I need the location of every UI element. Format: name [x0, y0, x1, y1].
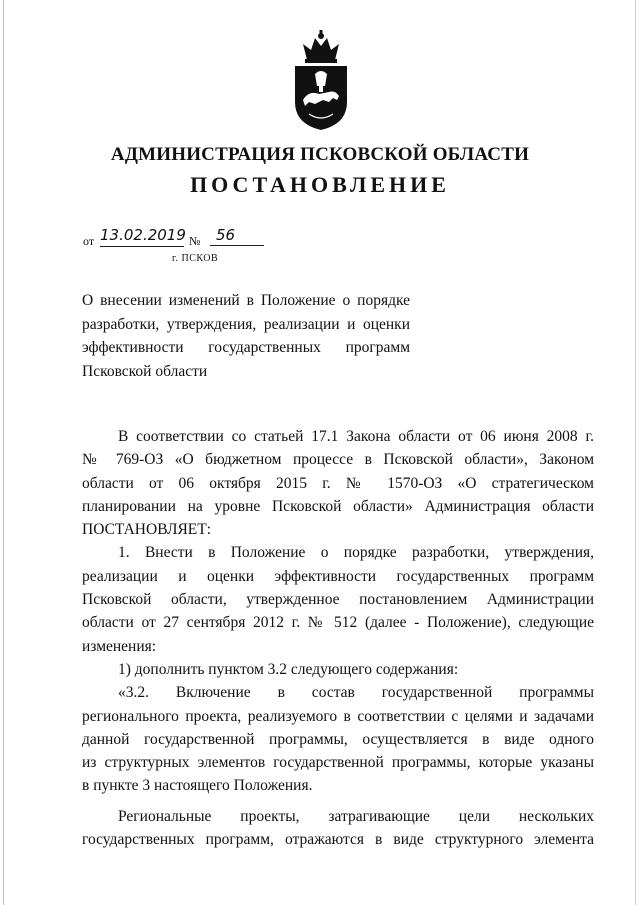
body-line: № 769-ОЗ «О бюджетном процессе в Псковской области», Законом [82, 451, 594, 469]
subject-line: эффективности государственных программ [82, 339, 410, 356]
body-line: 1) дополнить пунктом 3.2 следующего содержания: [118, 660, 459, 678]
subject-line: Псковской области [82, 362, 208, 380]
subject-line: О внесении изменений в Положение о порядке [82, 292, 410, 309]
body-line: «3.2. Включение в состав государственной программы [118, 684, 594, 702]
body-line: Региональные проекты, затрагивающие цели нескольких [118, 807, 594, 825]
paragraph-gap [82, 798, 594, 805]
body-line: изменения: [82, 637, 157, 655]
body-line: реализации и оценки эффективности государственных программ [82, 567, 594, 585]
date-prefix: от [83, 234, 95, 248]
body-line: В соответствии со статьей 17.1 Закона области от 06 июня 2008 г. [118, 428, 594, 445]
document-body [82, 425, 594, 851]
handwritten-number: 56 [210, 226, 264, 246]
scan-edge-right [635, 0, 636, 905]
body-line: ПОСТАНОВЛЯЕТ: [82, 521, 212, 539]
body-line: области от 27 сентября 2012 г. № 512 (далее - Положение), следующие [82, 614, 594, 632]
subject-line: разработки, утверждения, реализации и оценки [82, 315, 410, 333]
city-label: г. ПСКОВ [172, 253, 219, 264]
handwritten-date: 13.02.2019 [100, 226, 184, 247]
body-line: регионального проекта, реализуемого в соответствии с целями и задачами [82, 707, 594, 725]
body-line: 1. Внести в Положение о порядке разработки, утверждения, [118, 544, 594, 562]
body-line: данной государственной программы, осуществляется в виде одного [82, 730, 594, 748]
document-subject [82, 289, 410, 383]
number-prefix: № [189, 234, 201, 248]
body-line: в пункте 3 настоящего Положения. [82, 777, 313, 795]
body-line: Псковской области, утвержденное постановлением Администрации [82, 591, 594, 609]
body-line: области от 06 октября 2015 г. № 1570-ОЗ «О стратегическом [82, 474, 594, 492]
scan-edge-left [3, 0, 4, 905]
organization-name: АДМИНИСТРАЦИЯ ПСКОВСКОЙ ОБЛАСТИ [110, 144, 530, 165]
body-line: планировании на уровне Псковской области» Администрация области [82, 497, 594, 515]
body-line: из структурных элементов государственной программы, которые указаны [82, 754, 594, 772]
body-line: государственных программ, отражаются в виде структурного элемента [82, 831, 594, 849]
coat-of-arms-icon [289, 30, 353, 132]
document-type-title: ПОСТАНОВЛЕНИЕ [190, 172, 450, 197]
